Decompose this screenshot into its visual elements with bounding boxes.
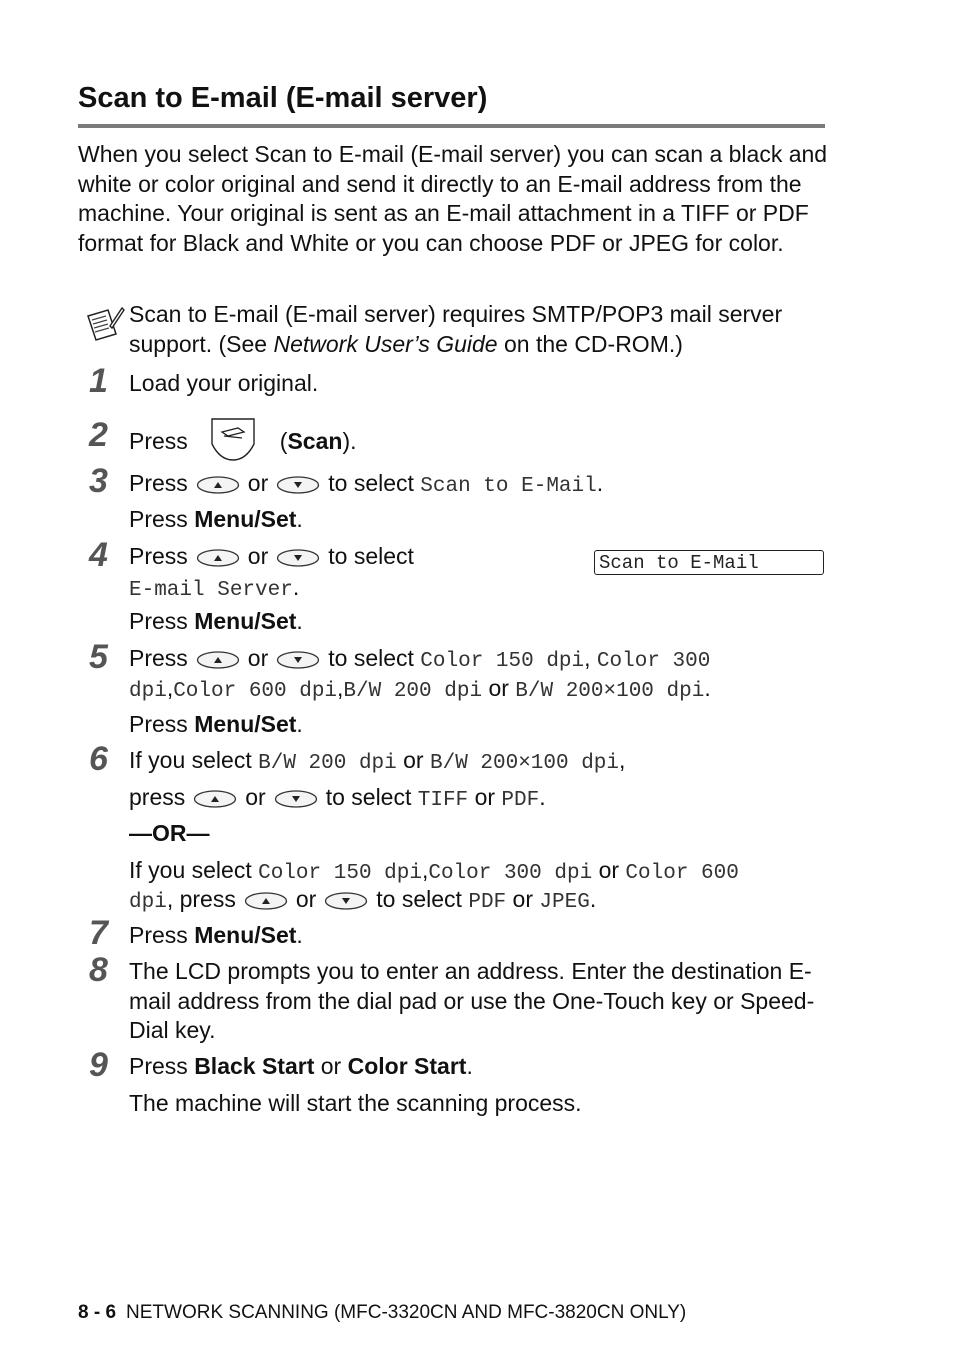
up-arrow-key-icon: [196, 650, 240, 670]
step-5-options: dpi,Color 600 dpi,B/W 200 dpi or B/W 200×100 dpi.: [129, 675, 711, 703]
page-title: Scan to E-mail (E-mail server): [78, 82, 488, 114]
down-arrow-key-icon: [276, 650, 320, 670]
step-number: 4: [89, 536, 108, 574]
step-number: 6: [89, 740, 108, 778]
step-9-result: The machine will start the scanning process.: [129, 1090, 582, 1116]
step-6-color: If you select Color 150 dpi,Color 300 dpi or Color 600: [129, 857, 739, 885]
section-title: NETWORK SCANNING (MFC-3320CN AND MFC-3820CN ONLY): [126, 1302, 687, 1323]
or-separator: —OR—: [129, 820, 210, 846]
step-number: 8: [89, 951, 108, 989]
step-8-text: The LCD prompts you to enter an address. Enter the destination E-mail address from the dial pad or use the One-Touch key or Speed-Dial key.: [129, 958, 815, 1044]
note-text: Scan to E-mail (E-mail server) requires SMTP/POP3 mail server support. (See Network User’s Guide on the CD-ROM.): [129, 301, 783, 357]
intro-paragraph: When you select Scan to E-mail (E-mail server) you can scan a black and white or color original and send it directly to an E-mail address from the machine. Your original is sent as an E-mail attachment in a TIFF or PDF format for Black and White or you can choose PDF or JPEG for color.: [78, 141, 828, 256]
title-underline: [78, 124, 825, 128]
step-6-color-press: dpi, press or to select PDF or JPEG.: [129, 886, 597, 914]
step-number: 2: [89, 416, 108, 454]
page-footer: [78, 1302, 686, 1324]
up-arrow-key-icon: [244, 891, 288, 911]
step-1-text: Load your original.: [129, 370, 319, 396]
press-menu-set: Press Menu/Set.: [129, 506, 303, 532]
step-number: 3: [89, 462, 108, 500]
press-menu-set: Press Menu/Set.: [129, 711, 303, 737]
step-4-text: Press or to select: [129, 543, 414, 569]
down-arrow-key-icon: [274, 789, 318, 809]
note-pencil-icon: [84, 304, 126, 344]
step-4-option: E-mail Server.: [129, 574, 300, 602]
step-9-text: Press Black Start or Color Start.: [129, 1053, 473, 1079]
lcd-display: Scan to E-Mail: [594, 550, 824, 575]
down-arrow-key-icon: [276, 548, 320, 568]
step-2-text: Press (Scan).: [129, 424, 357, 462]
step-5-text: Press or to select Color 150 dpi, Color 300: [129, 645, 711, 673]
step-number: 1: [89, 362, 108, 400]
page-number: 8 - 6: [78, 1302, 117, 1323]
up-arrow-key-icon: [196, 475, 240, 495]
step-3-text: Press or to select Scan to E-Mail.: [129, 470, 604, 498]
press-menu-set: Press Menu/Set.: [129, 608, 303, 634]
scan-key-label: Scan: [287, 428, 343, 455]
up-arrow-key-icon: [196, 548, 240, 568]
step-number: 5: [89, 638, 108, 676]
step-number: 9: [89, 1046, 108, 1084]
step-6-text: If you select B/W 200 dpi or B/W 200×100 dpi,: [129, 747, 626, 775]
press-menu-set: Press Menu/Set.: [129, 922, 303, 948]
step-number: 7: [89, 914, 108, 952]
down-arrow-key-icon: [276, 475, 320, 495]
step-6-press: press or to select TIFF or PDF.: [129, 784, 546, 812]
down-arrow-key-icon: [324, 891, 368, 911]
scan-key-icon: [208, 416, 258, 462]
up-arrow-key-icon: [193, 789, 237, 809]
